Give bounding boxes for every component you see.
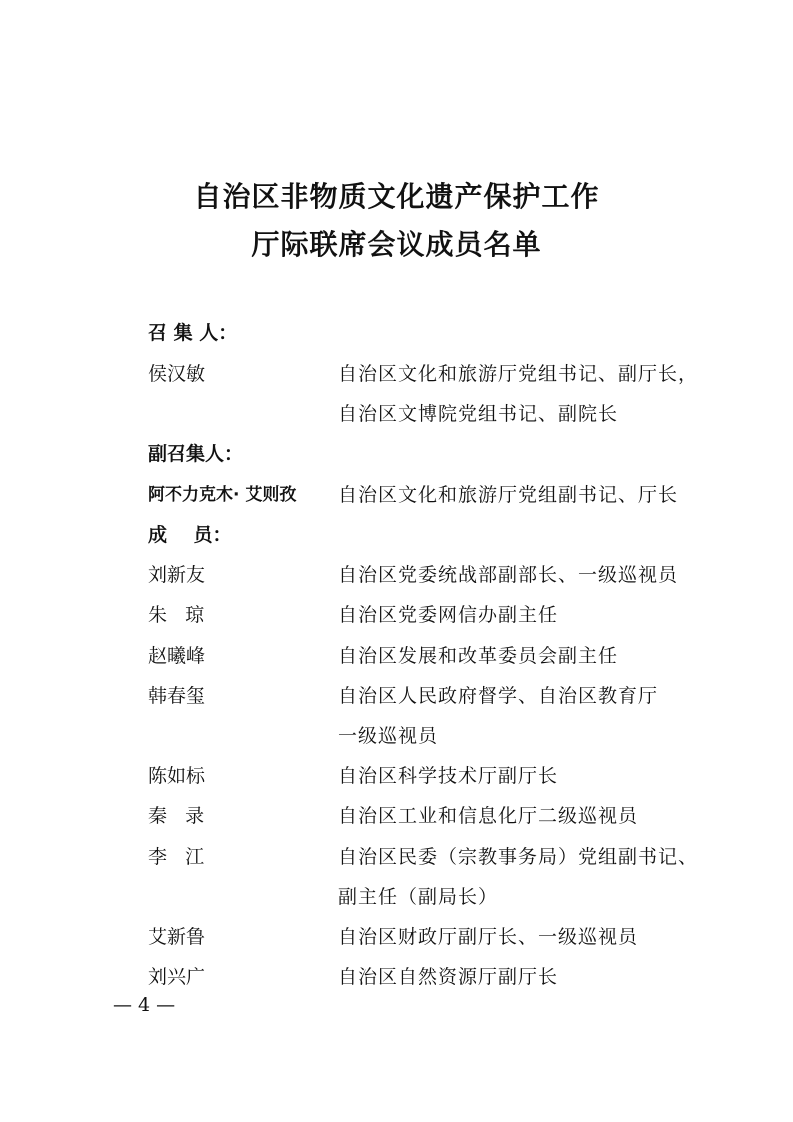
member-position: 自治区科学技术厅副厅长 [338,765,559,787]
member-position: 自治区工业和信息化厅二级巡视员 [338,805,639,827]
page-number: — 4 — [113,994,176,1016]
member-position-continued: 副主任（副局长） [338,886,499,908]
member-name: 秦 录 [148,805,205,827]
convener-label: 召 集 人： [148,322,238,344]
member-position: 自治区发展和改革委员会副主任 [338,645,619,667]
member-name: 陈如标 [148,765,206,787]
member-position: 自治区自然资源厅副厅长 [338,966,559,988]
title-line-1: 自治区非物质文化遗产保护工作 [193,180,600,213]
member-name: 刘兴广 [148,966,206,988]
member-name: 朱 琼 [148,604,205,626]
members-label: 成 员： [148,524,232,546]
member-position: 自治区财政厅副厅长、一级巡视员 [338,926,639,948]
member-name: 赵曦峰 [148,645,206,667]
title-line-2: 厅际联席会议成员名单 [251,228,542,261]
deputy-convener-position-line-1: 自治区文化和旅游厅党组副书记、厅长 [338,484,679,506]
member-position: 自治区党委网信办副主任 [338,604,559,626]
deputy-convener-label: 副召集人： [148,443,244,465]
member-name: 韩春玺 [148,685,206,707]
member-name: 李 江 [148,846,205,868]
convener-position-line-2: 自治区文博院党组书记、副院长 [338,403,619,425]
member-position: 自治区民委（宗教事务局）党组副书记、 [338,846,699,868]
member-position: 自治区人民政府督学、自治区教育厅 [338,685,659,707]
convener-name: 侯汉敏 [148,363,206,385]
convener-position-line-1: 自治区文化和旅游厅党组书记、副厅长， [338,363,699,385]
member-name: 艾新鲁 [148,926,206,948]
member-position: 自治区党委统战部副部长、一级巡视员 [338,564,679,586]
member-name: 刘新友 [148,564,206,586]
deputy-convener-name: 阿不力克木· 艾则孜 [148,485,297,505]
member-position-continued: 一级巡视员 [338,725,439,747]
